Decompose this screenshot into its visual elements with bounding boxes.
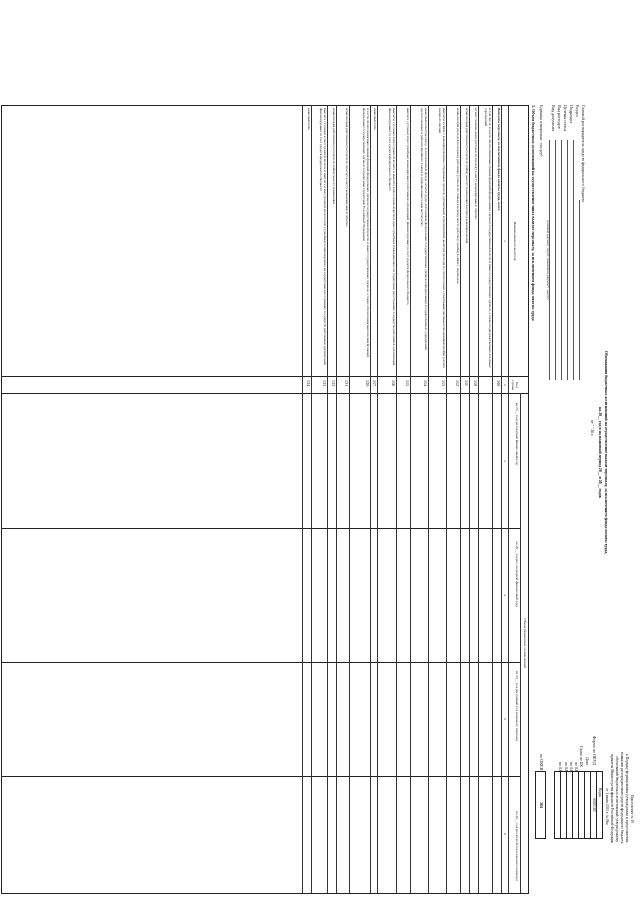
meta-label-section: Раздел [575, 105, 580, 117]
codes-box [554, 771, 603, 839]
code-row-label: Дата [585, 757, 590, 766]
table-row-name: иные выплаты [373, 108, 377, 130]
table-row-divider [469, 106, 470, 893]
table-row-code: 121 [344, 380, 349, 387]
table-row-name: компенсация работникам расходов по проезду к месту командировки и обратно [345, 108, 349, 227]
table-row-divider [377, 106, 378, 893]
col-number: 1 [503, 240, 507, 242]
col-number: 3 [503, 460, 507, 462]
table-row-code: 123 [322, 380, 327, 387]
okei-label: по ОКЕИ [539, 754, 544, 771]
table-row-divider [327, 106, 328, 893]
table-row-code: 120 [365, 380, 370, 387]
table-row-divider [349, 106, 350, 893]
document-subtitle: на 20__ год и на плановый период 20__ и 20__ годов [598, 407, 602, 498]
meta-label-document-type: Вид документа [551, 105, 556, 132]
code-row-label: по БК [574, 762, 579, 773]
table-row-code: 100 [496, 380, 501, 387]
col-header-3: на 20__ год (на текущий финансовый год) [515, 402, 519, 466]
table-row-name: компенсация расходов на переезд работника (членов его семьи) к новому месту работы (службы) в связи с переводом [456, 108, 460, 284]
table-row-code: 112 [455, 380, 460, 387]
appendix-line: от 1 июля 2021 г. № 86н [605, 788, 609, 825]
table-row-code: 116 [391, 380, 396, 387]
table-row-name: Выплаты персоналу, за исключением фонда оплаты труда, всего [497, 108, 501, 211]
table-row-divider [410, 106, 411, 893]
table-row-name: в том числе: в части обеспечения выполнения функций федеральных органов государственной власти и иных государственных органов, а также подведомственных казенных учреждений [483, 108, 492, 368]
code-row-label: Глава по БК [579, 746, 584, 767]
okud-value: 0505182 [592, 798, 596, 812]
appendix-line: главными распорядителями средств федерального бюджета [620, 752, 624, 844]
col-header-5: на 20__ год (на первый год планового периода) [515, 670, 519, 742]
table-row-name: выплата суточных в иностранной валюте и выплата в иностранной валюте при служебных командировках на территории иностранных государств работников организаций, финансируемых за счет средств федерального бюджета [318, 108, 327, 366]
col-header-name: Наименование показателя [513, 221, 517, 261]
code-row-label: по БК [558, 762, 563, 773]
table-row-divider [478, 106, 479, 893]
table-row-code: 122 [331, 380, 336, 387]
okei-value: 384 [539, 802, 543, 808]
meta-label-subsection: Подраздел [569, 105, 574, 124]
col-number: 4 [503, 594, 507, 596]
table-row-name: компенсация работникам расходов по найму жилого помещения [332, 108, 336, 204]
table-row-name: выплата суточных при служебных командировках работников организаций, финансируемых за счет средств федерального бюджета [406, 108, 410, 305]
document-type-hint: (основной документ - код 01; изменения к документу - код 02) [546, 220, 550, 300]
table-row-divider [428, 106, 429, 893]
table-row-divider [302, 106, 303, 893]
col-number: 6 [503, 833, 507, 835]
table-row-code: 113 [441, 380, 446, 387]
table-row-code: 117 [372, 380, 377, 387]
appendix-line: к Порядку формирования (утверждения) и представления [625, 754, 629, 843]
date-line: от " " 20 г. [590, 420, 594, 437]
units-value: тыс.руб [539, 143, 544, 157]
table-row-divider [396, 106, 397, 893]
table-row-name: выплаты в связи с командированием сотрудников органов, организаций и предприятий, включая расходы по обеспечению служебными жилыми помещениями (найм) (оплата наемного жилья) [437, 108, 446, 369]
okud-label: Форма по ОКУД [592, 736, 597, 765]
meta-label-expense-type: Вид расходов [557, 105, 562, 129]
table-row-divider [370, 106, 371, 893]
table-row-divider [336, 106, 337, 893]
table-row-divider [446, 106, 447, 893]
table-row-divider [311, 106, 312, 893]
col-number: 5 [503, 718, 507, 720]
table-row-name: компенсация работникам расходов по найму жилого помещения в период командирования [465, 108, 469, 244]
col-number: 2 [503, 384, 507, 386]
table-row-code: 111 [464, 380, 469, 386]
meta-label-main-manager: Главный распорядитель средств федерального бюджета [581, 105, 586, 203]
appendix-number: Приложение № 19 [630, 795, 634, 824]
col-header-4: на 20__ год (на очередной финансовый год) [515, 541, 519, 607]
table-row-name: выплаты суточных в иностранной валюте и выплата в иностранной валюте при служебных командировках на территории иностранных государств работников организаций, финансируемых за счет средств федерального бюджета [387, 108, 396, 367]
table-row-name: из них: компенсация расходов по проезду к месту командировки и обратно [474, 108, 478, 220]
col-header-group: Объем бюджетных ассигнований [523, 618, 527, 668]
meta-label-target-item: Целевая статья [563, 105, 568, 132]
budget-allocation-table [1, 105, 529, 894]
table-row-code: 110 [473, 380, 478, 387]
document-title: Обоснования бюджетных ассигнований на осуществление выплат персоналу, за исключением фонда оплаты труда, [604, 350, 608, 555]
code-row-label: по БК [569, 762, 574, 773]
table-row-name: в части обеспечения выполнения функций федеральных органов государственной власти и иных государственных органов, а также обеспечения выполнения функций федеральных государственных органов за пределами территории Российской Федерации [361, 108, 370, 358]
table-row-code: 115 [405, 380, 410, 387]
code-row-label: по БК [564, 762, 569, 773]
table-row-divider [460, 106, 461, 893]
table-row-name: иные выплаты [307, 108, 311, 130]
codes-header: Коды [598, 788, 603, 798]
appendix-line: обоснований бюджетных ассигнований, утвержденному [615, 756, 619, 843]
appendix-line: приказом Министерства финансов Российской Федерации [610, 754, 614, 844]
table-row-name: иные выплаты персоналу, за исключением фонда оплаты труда, работникам федеральных государственных органов и федеральных государственных учреждений, расположенных в районах Крайнего Севера и приравненных к ним местностях [419, 108, 428, 351]
table-row-code: 114 [423, 380, 428, 387]
table-row-code: 124 [306, 380, 311, 387]
units-label: Единица измерения: [539, 105, 544, 141]
table-row-divider [492, 106, 493, 893]
okei-box [535, 771, 546, 839]
col-header-code: Код строки [511, 379, 519, 391]
section-title: 1. Объем бюджетных ассигнований на осуществление иных выплат персоналу, за исключением фонда оплаты труда [531, 105, 536, 321]
col-header-6: на 20__ год (на второй год планового периода) [515, 811, 519, 881]
